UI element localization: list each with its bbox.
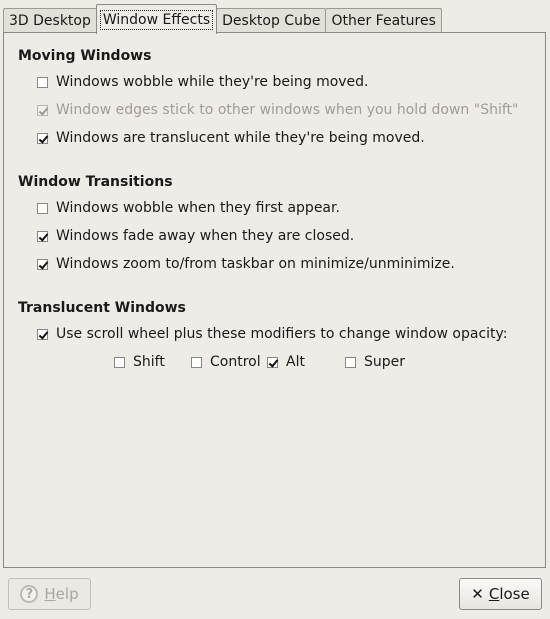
modifier-label: Alt <box>286 354 305 370</box>
modifier-label: Super <box>364 354 406 370</box>
modifier-control[interactable] <box>191 354 261 370</box>
close-button[interactable] <box>459 578 542 610</box>
tab-bar <box>3 4 441 33</box>
tab-other-features[interactable] <box>325 8 441 33</box>
translucent-moving-checkbox[interactable] <box>37 133 48 144</box>
option-label: Window edges stick to other windows when you hold down "Shift" <box>56 102 519 118</box>
translucent-moving-option[interactable] <box>37 130 425 146</box>
help-button-label: Help <box>44 585 79 603</box>
control-checkbox[interactable] <box>191 357 202 368</box>
fade-close-option[interactable] <box>37 228 354 244</box>
tab-desktop-cube[interactable] <box>216 8 326 33</box>
window-transitions-heading: Window Transitions <box>18 174 173 190</box>
modifier-label: Control <box>210 354 261 370</box>
fade-close-checkbox[interactable] <box>37 231 48 242</box>
edges-stick-option <box>37 102 518 118</box>
edges-stick-checkbox <box>37 105 48 116</box>
option-label: Windows wobble while they're being moved. <box>56 74 369 90</box>
tab-label: 3D Desktop <box>9 13 91 29</box>
translucent-windows-heading: Translucent Windows <box>18 300 186 316</box>
tab-3d-desktop[interactable] <box>3 8 97 33</box>
zoom-taskbar-checkbox[interactable] <box>37 259 48 270</box>
moving-windows-heading: Moving Windows <box>18 48 152 64</box>
tab-label: Desktop Cube <box>222 13 321 29</box>
wobble-moving-option[interactable] <box>37 74 369 90</box>
scroll-opacity-option[interactable] <box>37 326 508 342</box>
option-label: Windows wobble when they first appear. <box>56 200 340 216</box>
modifier-shift[interactable] <box>114 354 165 370</box>
option-label: Windows zoom to/from taskbar on minimize/unminimize. <box>56 256 455 272</box>
option-label: Use scroll wheel plus these modifiers to change window opacity: <box>56 326 508 342</box>
option-label: Windows fade away when they are closed. <box>56 228 355 244</box>
close-icon: ✕ <box>471 585 484 603</box>
help-button <box>8 578 91 610</box>
help-icon: ? <box>20 585 38 603</box>
tab-label: Window Effects <box>102 11 211 28</box>
modifier-alt[interactable] <box>267 354 305 370</box>
zoom-taskbar-option[interactable] <box>37 256 455 272</box>
tab-label: Other Features <box>331 13 436 29</box>
super-checkbox[interactable] <box>345 357 356 368</box>
alt-checkbox[interactable] <box>267 357 278 368</box>
scroll-opacity-checkbox[interactable] <box>37 329 48 340</box>
wobble-appear-option[interactable] <box>37 200 340 216</box>
wobble-moving-checkbox[interactable] <box>37 77 48 88</box>
modifier-super[interactable] <box>345 354 405 370</box>
tab-window-effects[interactable] <box>96 4 217 34</box>
wobble-appear-checkbox[interactable] <box>37 203 48 214</box>
option-label: Windows are translucent while they're being moved. <box>56 130 425 146</box>
close-button-label: Close <box>488 585 530 603</box>
modifier-label: Shift <box>133 354 165 370</box>
window-effects-panel <box>3 32 546 568</box>
shift-checkbox[interactable] <box>114 357 125 368</box>
